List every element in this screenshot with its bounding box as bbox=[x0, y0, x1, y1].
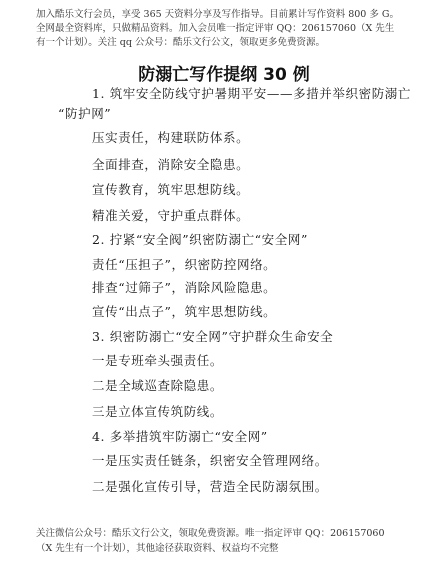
section-1-item-4: 精准关爱，守护重点群体。 bbox=[92, 208, 250, 223]
section-3-item-2: 二是全域巡查除隐患。 bbox=[92, 378, 224, 393]
header-line-1: 加入酷乐文行会员，享受 365 天资料分享及写作指导。目前累计写作资料 800 多 G。 bbox=[36, 9, 399, 20]
section-2-item-3: 宣传“出点子”，筑牢思想防线。 bbox=[92, 304, 277, 319]
section-2-item-1: 责任“压担子”，织密防控网络。 bbox=[92, 257, 277, 272]
section-2-item-2: 排查“过筛子”，消除风险隐患。 bbox=[92, 280, 277, 295]
section-1-item-3: 宣传教育，筑牢思想防线。 bbox=[92, 182, 250, 197]
document-title: 防溺亡写作提纲 30 例 bbox=[138, 65, 310, 85]
header-line-2: 全网最全资料库，只做精品资料。加入会员唯一指定评审 QQ：206157060（X 先生 bbox=[36, 23, 395, 34]
section-2-heading: 2. 拧紧“安全阀”织密防溺亡“安全网” bbox=[92, 232, 308, 247]
section-3-item-3: 三是立体宣传筑防线。 bbox=[92, 404, 224, 419]
footer-line-2: （X 先生有一个计划），其他途径获取资料、权益均不完整 bbox=[36, 543, 279, 554]
header-promo-note bbox=[36, 8, 416, 50]
section-4-item-1: 一是压实责任链条，织密安全管理网络。 bbox=[92, 453, 328, 468]
section-1-heading-cont: “防护网” bbox=[58, 106, 112, 121]
section-3-heading: 3. 织密防溺亡“安全网”守护群众生命安全 bbox=[92, 329, 334, 344]
footer-promo-note bbox=[36, 526, 426, 556]
footer-line-1: 关注微信公众号：酷乐文行公文，领取免费资源。唯一指定评审 QQ：206157060 bbox=[36, 528, 385, 539]
section-4-heading: 4. 多举措筑牢防溺亡“安全网” bbox=[92, 429, 268, 444]
section-1-item-2: 全面排查，消除安全隐患。 bbox=[92, 157, 250, 172]
section-1-item-1: 压实责任，构建联防体系。 bbox=[92, 130, 250, 145]
section-1-heading: 1. 筑牢安全防线守护暑期平安——多措并举织密防溺亡 bbox=[92, 86, 412, 101]
header-line-3: 有一个计划）。关注 qq 公众号：酷乐文行公文，领取更多免费资源。 bbox=[36, 37, 325, 48]
section-3-item-1: 一是专班牵头强责任。 bbox=[92, 353, 224, 368]
section-4-item-2: 二是强化宣传引导，营造全民防溺氛围。 bbox=[92, 479, 328, 494]
